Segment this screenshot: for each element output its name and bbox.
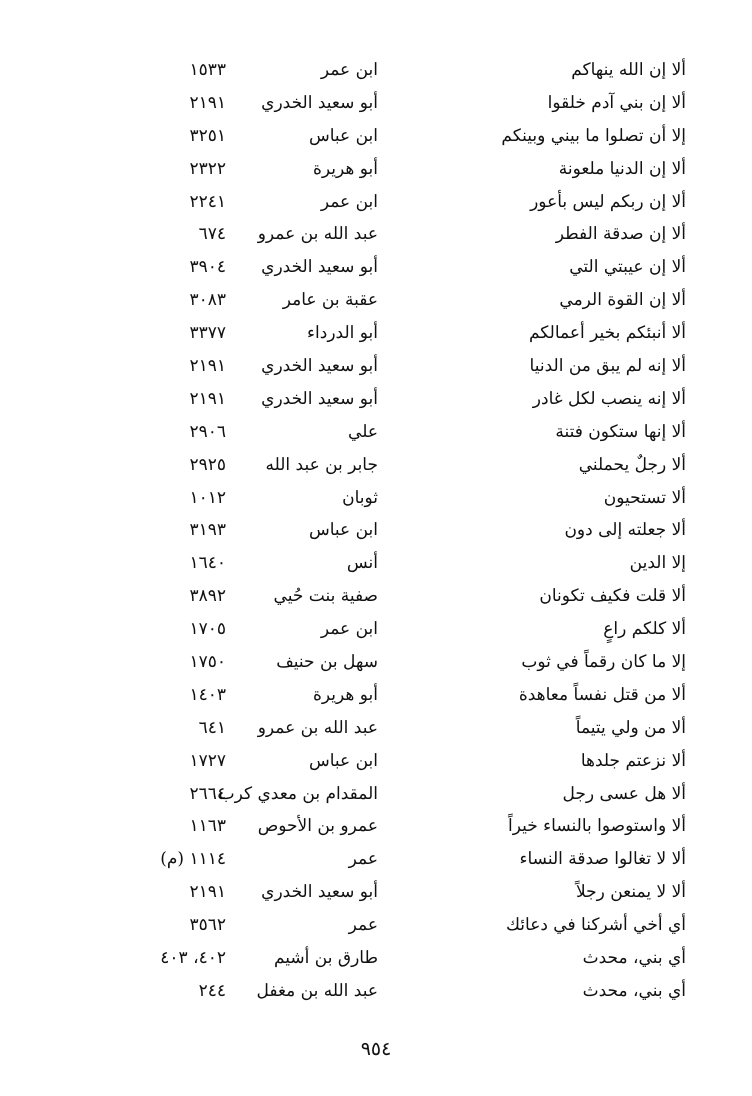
hadith-number: ٦٧٤	[198, 224, 226, 245]
index-row	[0, 613, 752, 646]
narrator-name: أبو سعيد الخدري	[261, 92, 378, 113]
narrator-name: أبو الدرداء	[307, 323, 378, 344]
hadith-number: ٣٥٦٢	[189, 915, 226, 936]
hadith-opening-text: ألا تستحيون	[603, 487, 686, 508]
narrator-name: عبد الله بن مغفل	[256, 980, 378, 1001]
hadith-number: ٢١٩١	[189, 388, 226, 409]
hadith-number: ٣٠٨٣	[189, 290, 226, 311]
index-row	[0, 712, 752, 745]
index-row	[0, 975, 752, 1008]
hadith-opening-text: إلا ما كان رقماً في ثوب	[521, 652, 686, 673]
index-row	[0, 350, 752, 383]
hadith-opening-text: ألا لا تغالوا صدقة النساء	[519, 849, 686, 870]
index-row	[0, 54, 752, 87]
narrator-name: ابن عمر	[320, 619, 378, 640]
hadith-opening-text: ألا من قتل نفساً معاهدة	[518, 684, 686, 705]
hadith-opening-text: ألا هل عسى رجل	[562, 783, 686, 804]
hadith-opening-text: ألا إن الله ينهاكم	[571, 60, 686, 80]
hadith-opening-text: ألا جعلته إلى دون	[564, 520, 686, 541]
hadith-number: ٢٩٠٦	[189, 421, 226, 442]
hadith-opening-text: ألا إنه ينصب لكل غادر	[532, 388, 686, 409]
index-row	[0, 547, 752, 580]
narrator-name: سهل بن حنيف	[276, 652, 378, 673]
narrator-name: أبو هريرة	[312, 158, 378, 179]
hadith-number: ١٧٥٠	[189, 652, 226, 673]
hadith-number: ١٧٠٥	[189, 619, 226, 640]
index-row	[0, 909, 752, 942]
index-row	[0, 646, 752, 679]
hadith-index-list	[0, 54, 752, 1008]
narrator-name: عبد الله بن عمرو	[257, 224, 378, 245]
hadith-opening-text: ألا إن بني آدم خلقوا	[547, 92, 686, 113]
hadith-opening-text: أي بني، محدث	[582, 980, 686, 1001]
index-row	[0, 186, 752, 219]
narrator-name: أبو هريرة	[312, 684, 378, 705]
narrator-name: أنس	[346, 553, 378, 574]
hadith-opening-text: إلا الدين	[629, 553, 686, 574]
narrator-name: أبو سعيد الخدري	[261, 356, 378, 377]
narrator-name: عبد الله بن عمرو	[257, 717, 378, 738]
hadith-opening-text: ألا إن ربكم ليس بأعور	[530, 191, 686, 212]
narrator-name: أبو سعيد الخدري	[261, 882, 378, 903]
hadith-number: ٢١٩١	[189, 882, 226, 903]
index-row	[0, 810, 752, 843]
hadith-opening-text: ألا رجلٌ يحملني	[578, 454, 686, 475]
hadith-number: ٣٢٥١	[189, 125, 226, 146]
index-row	[0, 942, 752, 975]
index-row	[0, 778, 752, 811]
hadith-number: ٢١٩١	[189, 356, 226, 377]
index-row	[0, 449, 752, 482]
hadith-number: ١٦٤٠	[189, 553, 226, 574]
hadith-opening-text: ألا إن القوة الرمي	[559, 290, 686, 311]
narrator-name: ثوبان	[342, 487, 378, 508]
hadith-opening-text: ألا إنها ستكون فتنة	[555, 421, 686, 442]
index-row	[0, 153, 752, 186]
hadith-opening-text: إلا أن تصلوا ما بيني وبينكم	[501, 125, 686, 146]
narrator-name: المقدام بن معدي كرب	[218, 783, 378, 804]
hadith-number: ٢٣٢٢	[189, 158, 226, 179]
hadith-opening-text: ألا لا يمنعن رجلاً	[575, 882, 686, 903]
hadith-number: ٢٦٦٤	[189, 783, 226, 804]
narrator-name: ابن عباس	[308, 520, 378, 541]
hadith-opening-text: أي بني، محدث	[582, 948, 686, 969]
hadith-number: ٣٣٧٧	[189, 323, 226, 344]
hadith-number: ١١١٤ (م)	[160, 849, 226, 870]
index-row	[0, 120, 752, 153]
narrator-name: ابن عباس	[308, 125, 378, 146]
hadith-opening-text: أي أخي أشركنا في دعائك	[505, 915, 686, 936]
hadith-number: ٣٨٩٢	[189, 586, 226, 607]
narrator-name: صفية بنت حُيي	[273, 586, 378, 607]
index-row	[0, 580, 752, 613]
hadith-opening-text: ألا إن الدنيا ملعونة	[558, 158, 686, 179]
index-row	[0, 284, 752, 317]
hadith-number: ٣٩٠٤	[189, 257, 226, 278]
narrator-name: ابن عمر	[320, 191, 378, 212]
hadith-opening-text: ألا نزعتم جلدها	[580, 750, 686, 771]
hadith-opening-text: ألا أنبئكم بخير أعمالكم	[528, 323, 686, 344]
narrator-name: عقبة بن عامر	[282, 290, 378, 311]
index-row	[0, 218, 752, 251]
hadith-opening-text: ألا إن عيبتي التي	[569, 257, 686, 278]
narrator-name: طارق بن أشيم	[273, 948, 378, 969]
hadith-number: ١٠١٢	[189, 487, 226, 508]
hadith-number: ١٥٣٣	[189, 60, 226, 80]
hadith-opening-text: ألا إن صدقة الفطر	[555, 224, 686, 245]
hadith-number: ١٤٠٣	[189, 684, 226, 705]
hadith-number: ١١٦٣	[189, 816, 226, 837]
hadith-opening-text: ألا من ولي يتيماً	[575, 717, 686, 738]
index-row	[0, 745, 752, 778]
hadith-number: ٢٢٤١	[189, 191, 226, 212]
hadith-opening-text: ألا قلت فكيف تكونان	[539, 586, 686, 607]
narrator-name: عمر	[348, 849, 378, 870]
hadith-number: ١٧٢٧	[189, 750, 226, 771]
index-row	[0, 317, 752, 350]
narrator-name: جابر بن عبد الله	[265, 454, 378, 475]
page-number: ٩٥٤	[360, 1038, 392, 1060]
narrator-name: أبو سعيد الخدري	[261, 388, 378, 409]
index-row	[0, 383, 752, 416]
hadith-opening-text: ألا إنه لم يبق من الدنيا	[529, 356, 686, 377]
hadith-number: ٢١٩١	[189, 92, 226, 113]
hadith-number: ٢٤٤	[198, 980, 226, 1001]
narrator-name: ابن عباس	[308, 750, 378, 771]
hadith-opening-text: ألا واستوصوا بالنساء خيراً	[508, 816, 686, 837]
narrator-name: ابن عمر	[320, 60, 378, 80]
hadith-number: ٣١٩٣	[189, 520, 226, 541]
hadith-number: ٢٩٢٥	[189, 454, 226, 475]
index-row	[0, 416, 752, 449]
index-row	[0, 251, 752, 284]
narrator-name: أبو سعيد الخدري	[261, 257, 378, 278]
index-row	[0, 482, 752, 515]
narrator-name: عمرو بن الأحوص	[257, 816, 378, 837]
index-row	[0, 876, 752, 909]
index-row	[0, 679, 752, 712]
hadith-opening-text: ألا كلكم راعٍ	[603, 619, 686, 640]
index-row	[0, 843, 752, 876]
hadith-number: ٦٤١	[198, 717, 226, 738]
narrator-name: عمر	[348, 915, 378, 936]
narrator-name: علي	[348, 421, 378, 442]
index-row	[0, 87, 752, 120]
index-row	[0, 514, 752, 547]
hadith-number: ٤٠٢، ٤٠٣	[160, 948, 226, 969]
